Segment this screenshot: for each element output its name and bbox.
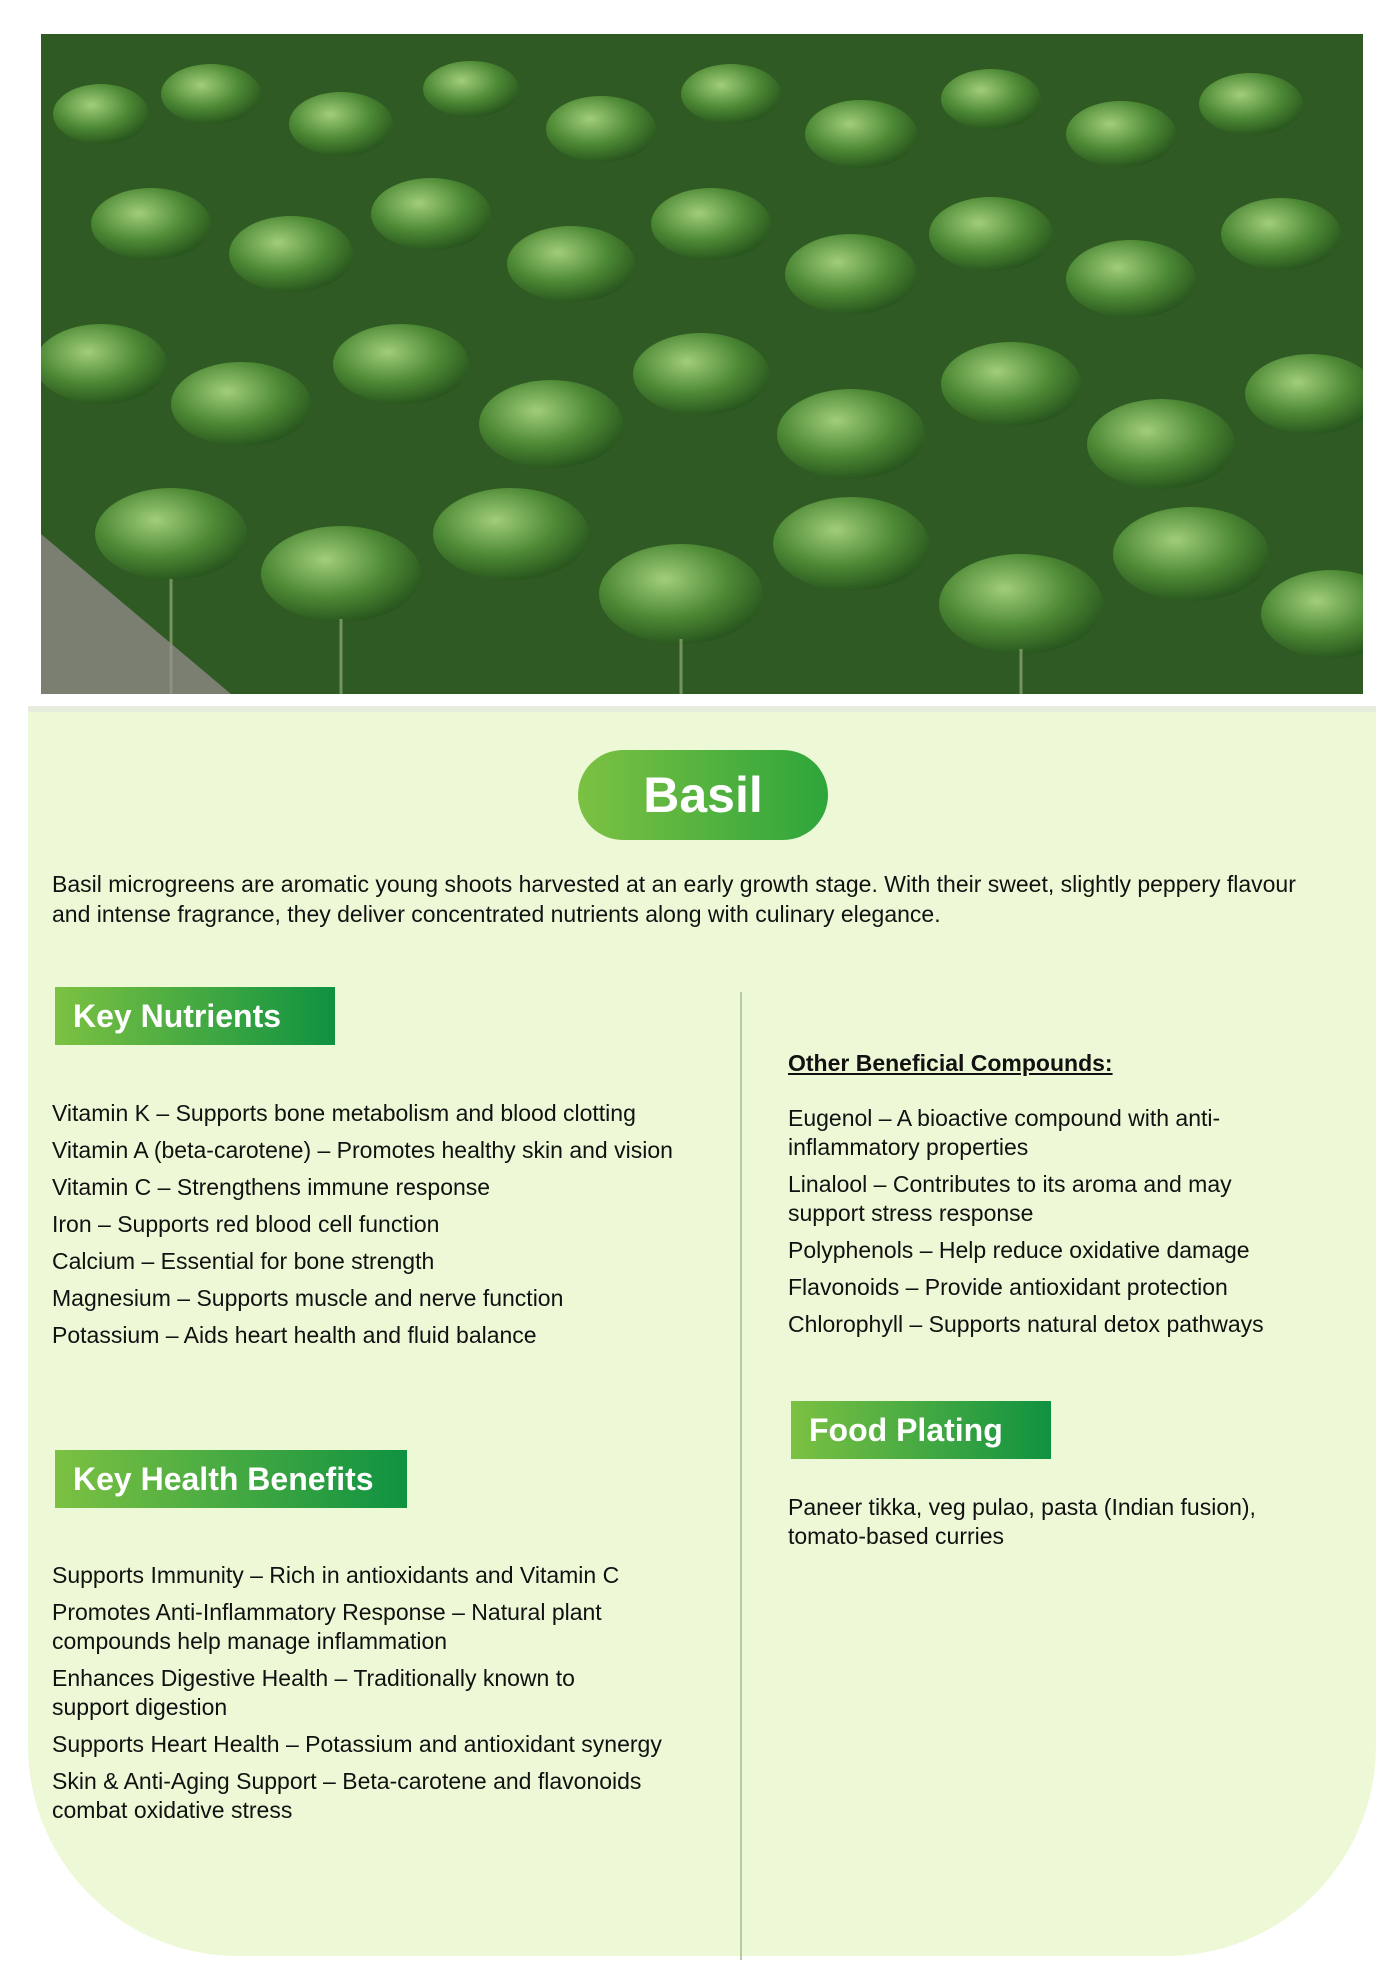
other-compounds-heading: Other Beneficial Compounds: — [788, 1050, 1113, 1076]
list-item: Eugenol – A bioactive compound with anti-inflammatory properties — [788, 1105, 1221, 1160]
food-plating-heading: Food Plating — [791, 1401, 1051, 1459]
list-item: Vitamin A (beta-carotene) – Promotes healthy skin and vision — [52, 1137, 673, 1163]
list-item: Iron – Supports red blood cell function — [52, 1211, 440, 1237]
list-item: Polyphenols – Help reduce oxidative damage — [788, 1237, 1250, 1263]
list-item: Linalool – Contributes to its aroma and may support stress response — [788, 1171, 1232, 1226]
hero-image — [41, 34, 1363, 694]
list-item: Potassium – Aids heart health and fluid balance — [52, 1322, 537, 1348]
microgreens-photo-icon — [41, 34, 1363, 694]
info-card — [28, 706, 1376, 1956]
list-item: Skin & Anti-Aging Support – Beta-carotene and flavonoids combat oxidative stress — [52, 1768, 642, 1823]
key-health-benefits-list — [52, 1561, 722, 1833]
list-item: Flavonoids – Provide antioxidant protection — [788, 1274, 1228, 1300]
intro-paragraph: Basil microgreens are aromatic young shoots harvested at an early growth stage. With their sweet, slightly peppery flavour and intense fragrance, they deliver concentrated nutrients along with culinary elegance. — [52, 871, 1296, 927]
list-item: Vitamin K – Supports bone metabolism and blood clotting — [52, 1100, 636, 1126]
key-health-benefits-heading: Key Health Benefits — [55, 1450, 407, 1508]
key-nutrients-list — [52, 1099, 712, 1358]
list-item: Chlorophyll – Supports natural detox pathways — [788, 1311, 1264, 1337]
list-item: Enhances Digestive Health – Traditionally known to support digestion — [52, 1665, 575, 1720]
list-item: Calcium – Essential for bone strength — [52, 1248, 435, 1274]
list-item: Supports Heart Health – Potassium and antioxidant synergy — [52, 1731, 662, 1757]
key-nutrients-heading: Key Nutrients — [55, 987, 335, 1045]
column-divider — [740, 992, 742, 1960]
list-item: Magnesium – Supports muscle and nerve function — [52, 1285, 564, 1311]
list-item: Vitamin C – Strengthens immune response — [52, 1174, 491, 1200]
list-item: Supports Immunity – Rich in antioxidants and Vitamin C — [52, 1562, 620, 1588]
other-compounds-list — [788, 1104, 1328, 1347]
list-item: Promotes Anti-Inflammatory Response – Natural plant compounds help manage inflammation — [52, 1599, 602, 1654]
page-title: Basil — [578, 750, 828, 840]
food-plating-text: Paneer tikka, veg pulao, pasta (Indian fusion), tomato-based curries — [788, 1494, 1256, 1549]
